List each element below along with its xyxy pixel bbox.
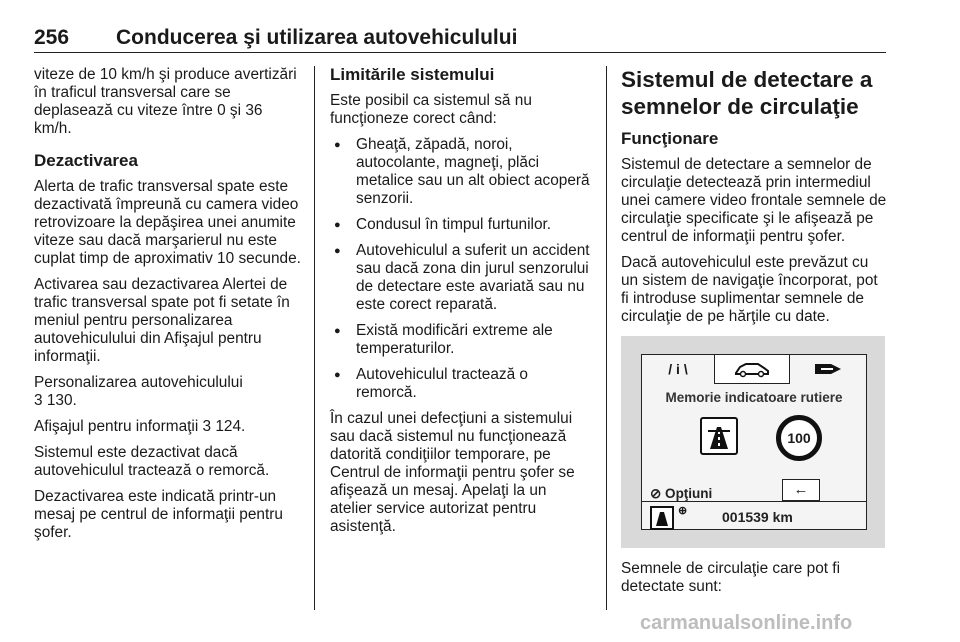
list-item: ● Gheaţă, zăpadă, noroi, autocolante, magneţi, plăci metalice sau un alt obiect acoperă senzorii. (330, 136, 592, 208)
list-item: ● Autovehiculul a suferit un accident sau dacă zona din jurul senzorului de detectare este avariată sau nu este corect reparată. (330, 242, 592, 314)
display-title: Memorie indicatoare rutiere (665, 390, 843, 405)
paragraph-reference-1 (34, 374, 302, 410)
mini-motorway-sign-icon (650, 506, 674, 530)
paragraph-function-2: Dacă autovehiculul este prevăzut cu un sistem de navigaţie încorporat, pot fi introduse suplimentar semnele de circulaţie de pe hărţile cu date. (621, 254, 878, 325)
paragraph-fault: În cazul unei defecţiuni a sistemului sau dacă sistemul nu funcţionează datorită condiţiilor temporare, pe Centrul de informaţii pentru şofer se afişează un mesaj. Apelaţi la un atelier service autorizat pentru asistenţă. (330, 410, 575, 535)
odometer-readout: 001539 km (722, 509, 793, 525)
paragraph-function-1: Sistemul de detectare a semnelor de circulaţie detectează prin intermediul unei camere video frontale semnele de circulaţie specificate şi le afişează pe centrul de informaţii pentru şofer. (621, 156, 887, 245)
speed-limit-sign-icon: 100 (776, 415, 822, 461)
reference-text: Personalizarea autovehiculului (34, 374, 243, 391)
column-divider-1 (314, 66, 315, 610)
options-button[interactable]: ⊘ Opţiuni (650, 486, 713, 501)
column-middle (330, 66, 592, 544)
list-item: ● Există modificări extreme ale temperaturilor. (330, 322, 592, 358)
list-item: ● Condusul în timpul furtunilor. (330, 216, 592, 234)
info-display-screen (641, 354, 867, 530)
page-number: 256 (34, 26, 70, 49)
display-illustration (621, 336, 885, 548)
info-tab-icon: / i \ (668, 361, 688, 377)
display-tab-row (642, 355, 866, 383)
road-sign-tab-icon (789, 355, 866, 383)
motorway-sign-icon (700, 417, 738, 455)
paragraph-intro: viteze de 10 km/h şi produce avertizări în traficul transversal care se deplasează cu viteze între 0 şi 36 km/h. (34, 66, 297, 137)
list-item: ● Autovehiculul tractează o remorcă. (330, 366, 592, 402)
paragraph-limitations-intro: Este posibil ca sistemul să nu funcţioneze corect când: (330, 92, 532, 127)
watermark: carmanualsonline.info (640, 612, 853, 634)
column-right (621, 66, 889, 604)
section-title: Sistemul de detectare a semnelor de circulaţie (621, 67, 873, 119)
chapter-title: Conducerea şi utilizarea autovehiculului (116, 26, 518, 49)
heading-function: Funcţionare (621, 129, 719, 148)
column-divider-2 (606, 66, 607, 610)
limitations-list (330, 136, 592, 402)
reference-page-link[interactable]: 3 130. (34, 392, 77, 409)
back-arrow-icon[interactable]: ← (782, 479, 820, 501)
heading-deactivation: Dezactivarea (34, 151, 138, 170)
paragraph-trailer: Sistemul este dezactivat dacă autovehiculul tractează o remorcă. (34, 444, 270, 479)
paragraph-deactivation-1: Alerta de trafic transversal spate este dezactivată împreună cu camera video retrovizoare la depăşirea unei anumite viteze sau dacă marşarierul nu este cuplat timp de aproximativ 10 secunde. (34, 178, 301, 267)
paragraph-deactivation-2: Activarea sau dezactivarea Alertei de trafic transversal spate pot fi setate în meniul pentru personalizarea autovehiculului din Afişajul pentru informaţii. (34, 276, 290, 365)
display-status-bar (642, 501, 866, 530)
paragraph-after-figure: Semnele de circulaţie care pot fi detectate sunt: (621, 560, 841, 595)
heading-limitations: Limitările sistemului (330, 65, 495, 84)
paragraph-reference-2[interactable]: Afişajul pentru informaţii 3 124. (34, 418, 246, 435)
car-tab-icon (714, 355, 790, 384)
column-left (34, 66, 302, 550)
paragraph-message: Dezactivarea este indicată printr-un mesaj pe centrul de informaţii pentru şofer. (34, 488, 283, 541)
plus-icon: ⊕ (678, 505, 688, 517)
page-header (34, 22, 886, 53)
